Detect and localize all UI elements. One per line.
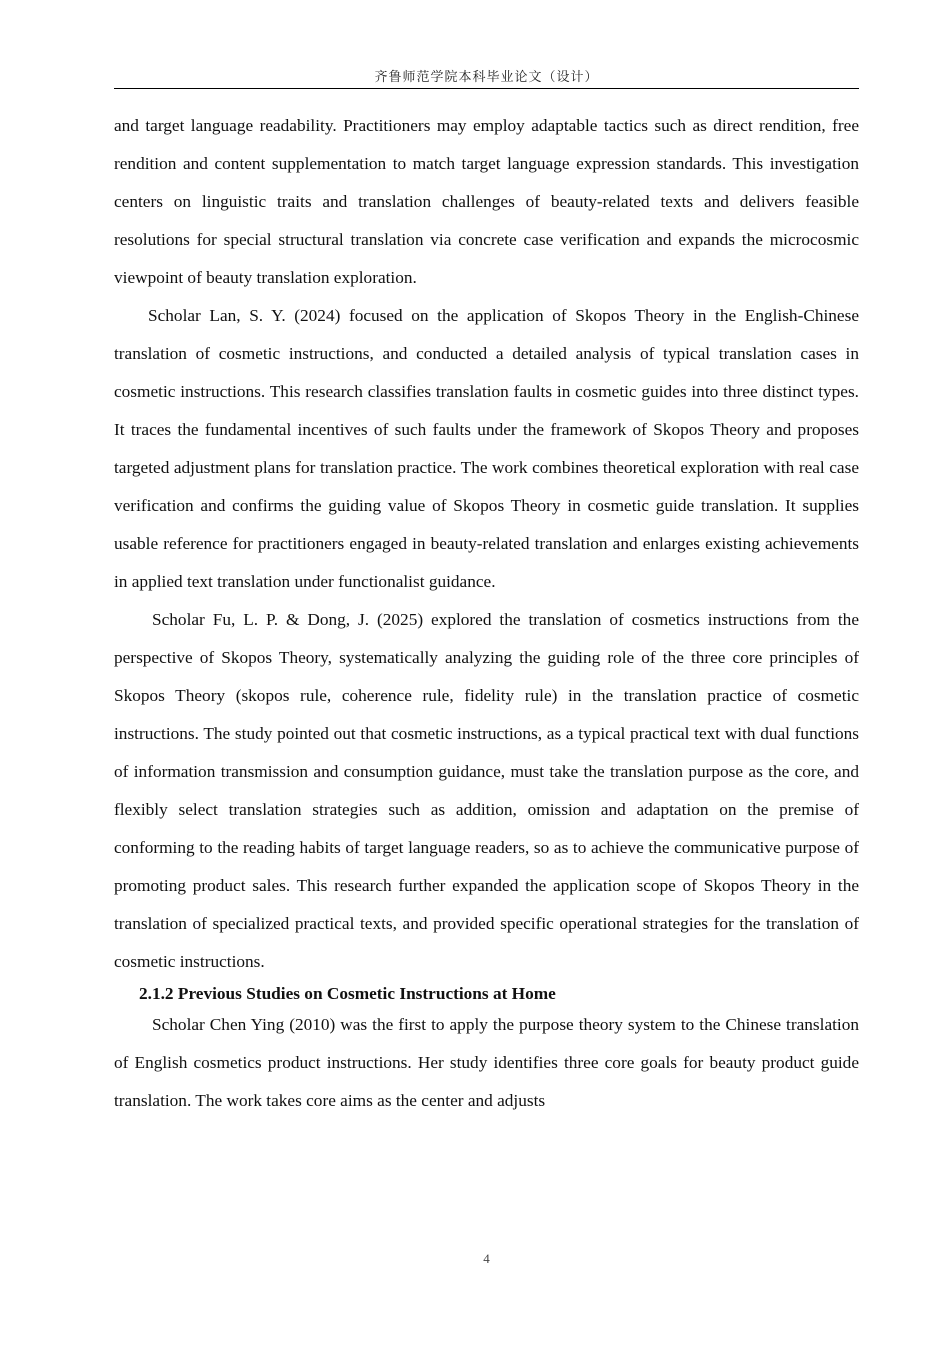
paragraph-continuation: and target language readability. Practitioners may employ adaptable tactics such as direct rendition, free rendition and content supplementation to match target language expression standards. This investigation centers on linguistic traits and translation challenges of beauty-related texts and delivers feasible resolutions for special structural translation via concrete case verification and expands the microcosmic viewpoint of beauty translation exploration. <box>114 116 859 287</box>
page-body <box>114 107 859 1120</box>
paragraph-chen-ying-2010: Scholar Chen Ying (2010) was the first to apply the purpose theory system to the Chinese translation of English cosmetics product instructions. Her study identifies three core goals for beauty product guide translation. The work takes core aims as the center and adjusts <box>114 1015 859 1110</box>
section-heading: 2.1.2 Previous Studies on Cosmetic Instructions at Home <box>139 984 556 1003</box>
header-divider <box>114 88 859 89</box>
paragraph-lan-2024: Scholar Lan, S. Y. (2024) focused on the application of Skopos Theory in the English-Chinese translation of cosmetic instructions, and conducted a detailed analysis of typical translation cases in cosmetic instructions. This research classifies translation faults in cosmetic guides into three distinct types. It traces the fundamental incentives of such faults under the framework of Skopos Theory and proposes targeted adjustment plans for translation practice. The work combines theoretical exploration with real case verification and confirms the guiding value of Skopos Theory in cosmetic guide translation. It supplies usable reference for practitioners engaged in beauty-related translation and enlarges existing achievements in applied text translation under functionalist guidance. <box>114 306 859 591</box>
page-number: 4 <box>483 1251 490 1266</box>
paragraph-fu-dong-2025: Scholar Fu, L. P. & Dong, J. (2025) explored the translation of cosmetics instructions from the perspective of Skopos Theory, systematically analyzing the guiding role of the three core principles of Skopos Theory (skopos rule, coherence rule, fidelity rule) in the translation practice of cosmetic instructions. The study pointed out that cosmetic instructions, as a typical practical text with dual functions of information transmission and consumption guidance, must take the translation purpose as the core, and flexibly select translation strategies such as addition, omission and adaptation on the premise of conforming to the reading habits of target language readers, so as to achieve the communicative purpose of promoting product sales. This research further expanded the application scope of Skopos Theory in the translation of specialized practical texts, and provided specific operational strategies for the translation of cosmetic instructions. <box>114 610 859 971</box>
running-header: 齐鲁师范学院本科毕业论文（设计） <box>374 70 599 85</box>
